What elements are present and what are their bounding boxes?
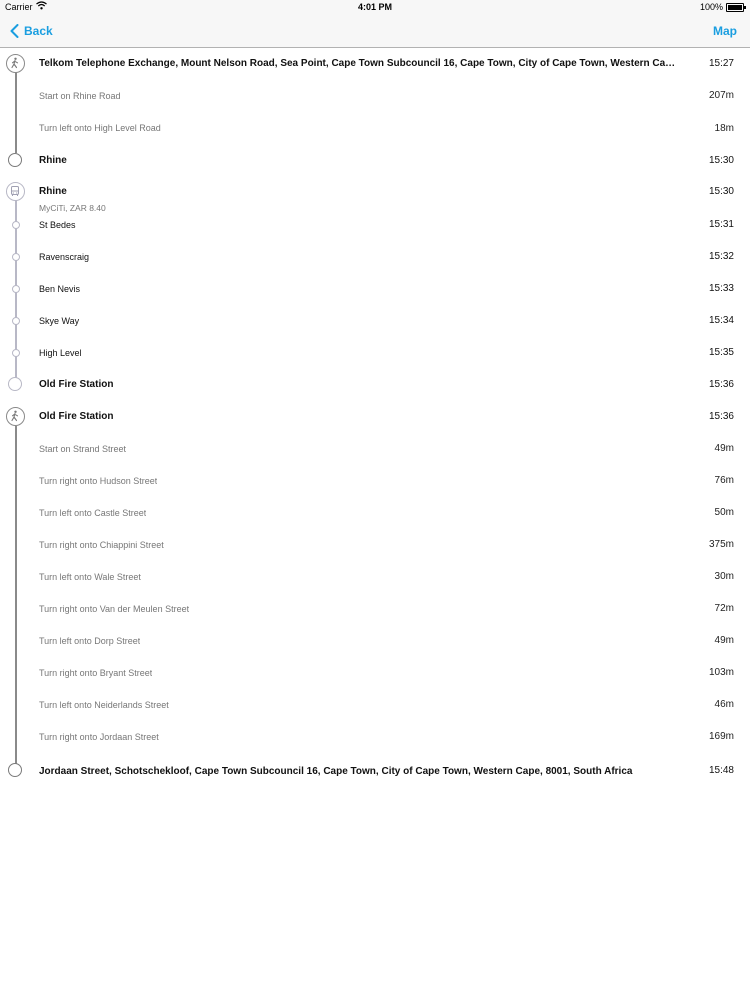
step-instruction: Turn left onto Wale Street <box>39 572 141 582</box>
bus-stop-time: 15:31 <box>708 219 734 230</box>
bus-stop-name: St Bedes <box>39 220 76 230</box>
navigation-bar <box>0 14 750 48</box>
bus-stop-row[interactable] <box>0 272 750 304</box>
stop-circle-icon <box>8 377 22 391</box>
walk-step-row[interactable] <box>0 464 750 496</box>
battery-icon <box>726 3 744 12</box>
walk-step-row[interactable] <box>0 656 750 688</box>
walk-step-row[interactable] <box>0 720 750 752</box>
bus-end-name: Old Fire Station <box>39 379 114 390</box>
destination-time: 15:48 <box>708 765 734 776</box>
chevron-left-icon <box>10 24 19 38</box>
bus-stop-name: High Level <box>39 348 82 358</box>
destination-name: Jordaan Street, Schotschekloof, Cape Town Subcouncil 16, Cape Town, City of Cape Town, Western Cape, 8001, South Africa <box>39 766 633 777</box>
step-distance: 49m <box>714 635 734 646</box>
step-distance: 30m <box>714 571 734 582</box>
step-distance: 76m <box>714 475 734 486</box>
step-instruction: Turn right onto Hudson Street <box>39 476 158 486</box>
bus-stop-time: 15:35 <box>708 347 734 358</box>
step-distance: 103m <box>708 667 734 678</box>
step-distance: 207m <box>708 90 734 101</box>
bus-icon <box>6 182 25 201</box>
bus-stop-time: 15:32 <box>708 251 734 262</box>
step-distance: 18m <box>714 123 734 134</box>
bus-stop-row[interactable] <box>0 240 750 272</box>
bus-stop-name: Ben Nevis <box>39 284 81 294</box>
bus-stop-name: Ravenscraig <box>39 252 90 262</box>
walk-end-time: 15:30 <box>708 155 734 166</box>
status-bar <box>0 0 750 14</box>
status-time: 4:01 PM <box>357 2 392 12</box>
step-instruction: Turn right onto Jordaan Street <box>39 732 159 742</box>
step-distance: 50m <box>714 507 734 518</box>
bus-start-name: Rhine <box>39 186 67 197</box>
walk-end-name: Rhine <box>39 155 67 166</box>
bus-stop-row[interactable] <box>0 304 750 336</box>
step-instruction: Turn right onto Chiappini Street <box>39 540 164 550</box>
step-distance: 49m <box>714 443 734 454</box>
origin-time: 15:27 <box>708 58 734 69</box>
origin-name: Telkom Telephone Exchange, Mount Nelson Road, Sea Point, Cape Town Subcouncil 16, Cape Town, City of Cape Town, Western Ca… <box>39 58 676 69</box>
bus-end-time: 15:36 <box>708 379 734 390</box>
step-distance: 169m <box>708 731 734 742</box>
walk-step-row[interactable] <box>0 496 750 528</box>
step-distance: 46m <box>714 699 734 710</box>
step-distance: 375m <box>708 539 734 550</box>
step-instruction: Turn left onto Neiderlands Street <box>39 700 169 710</box>
bus-stop-time: 15:33 <box>708 283 734 294</box>
step-instruction: Turn right onto Van der Meulen Street <box>39 604 190 614</box>
walk-step-row[interactable] <box>0 112 750 144</box>
walk-icon <box>6 54 25 73</box>
walk-step-row[interactable] <box>0 528 750 560</box>
step-instruction: Turn left onto Castle Street <box>39 508 147 518</box>
walk-step-row[interactable] <box>0 624 750 656</box>
bus-stop-dot-icon <box>12 221 20 229</box>
back-label: Back <box>24 24 53 38</box>
bus-stop-dot-icon <box>12 349 20 357</box>
walk-icon <box>6 407 25 426</box>
walk-start-name: Old Fire Station <box>39 411 114 422</box>
step-instruction: Turn left onto Dorp Street <box>39 636 141 646</box>
bus-stop-name: Skye Way <box>39 316 80 326</box>
bus-start-row[interactable] <box>0 176 750 213</box>
bus-stop-dot-icon <box>12 253 20 261</box>
battery-percentage: 100% <box>699 2 723 12</box>
walk-step-row[interactable] <box>0 560 750 592</box>
walk-start-row[interactable] <box>0 400 750 432</box>
step-distance: 72m <box>714 603 734 614</box>
bus-stop-dot-icon <box>12 317 20 325</box>
map-button[interactable]: Map <box>713 24 737 38</box>
bus-end-row[interactable] <box>0 368 750 400</box>
step-instruction: Start on Rhine Road <box>39 91 121 101</box>
step-instruction: Turn right onto Bryant Street <box>39 668 153 678</box>
step-instruction: Turn left onto High Level Road <box>39 123 161 133</box>
bus-operator-fare: MyCiTi, ZAR 8.40 <box>39 203 106 213</box>
stop-circle-icon <box>8 153 22 167</box>
stop-circle-icon <box>8 763 22 777</box>
walk-step-row[interactable] <box>0 432 750 464</box>
walk-end-row[interactable] <box>0 144 750 176</box>
carrier-label: Carrier <box>5 2 33 12</box>
bus-stop-row[interactable] <box>0 336 750 368</box>
destination-row[interactable] <box>0 752 750 784</box>
bus-stop-row[interactable] <box>0 208 750 240</box>
walk-step-row[interactable] <box>0 688 750 720</box>
bus-stop-dot-icon <box>12 285 20 293</box>
bus-stop-time: 15:34 <box>708 315 734 326</box>
origin-row[interactable] <box>0 48 750 80</box>
walk-step-row[interactable] <box>0 592 750 624</box>
walk-start-time: 15:36 <box>708 411 734 422</box>
step-instruction: Start on Strand Street <box>39 444 127 454</box>
walk-step-row[interactable] <box>0 80 750 112</box>
bus-start-time: 15:30 <box>708 186 734 197</box>
